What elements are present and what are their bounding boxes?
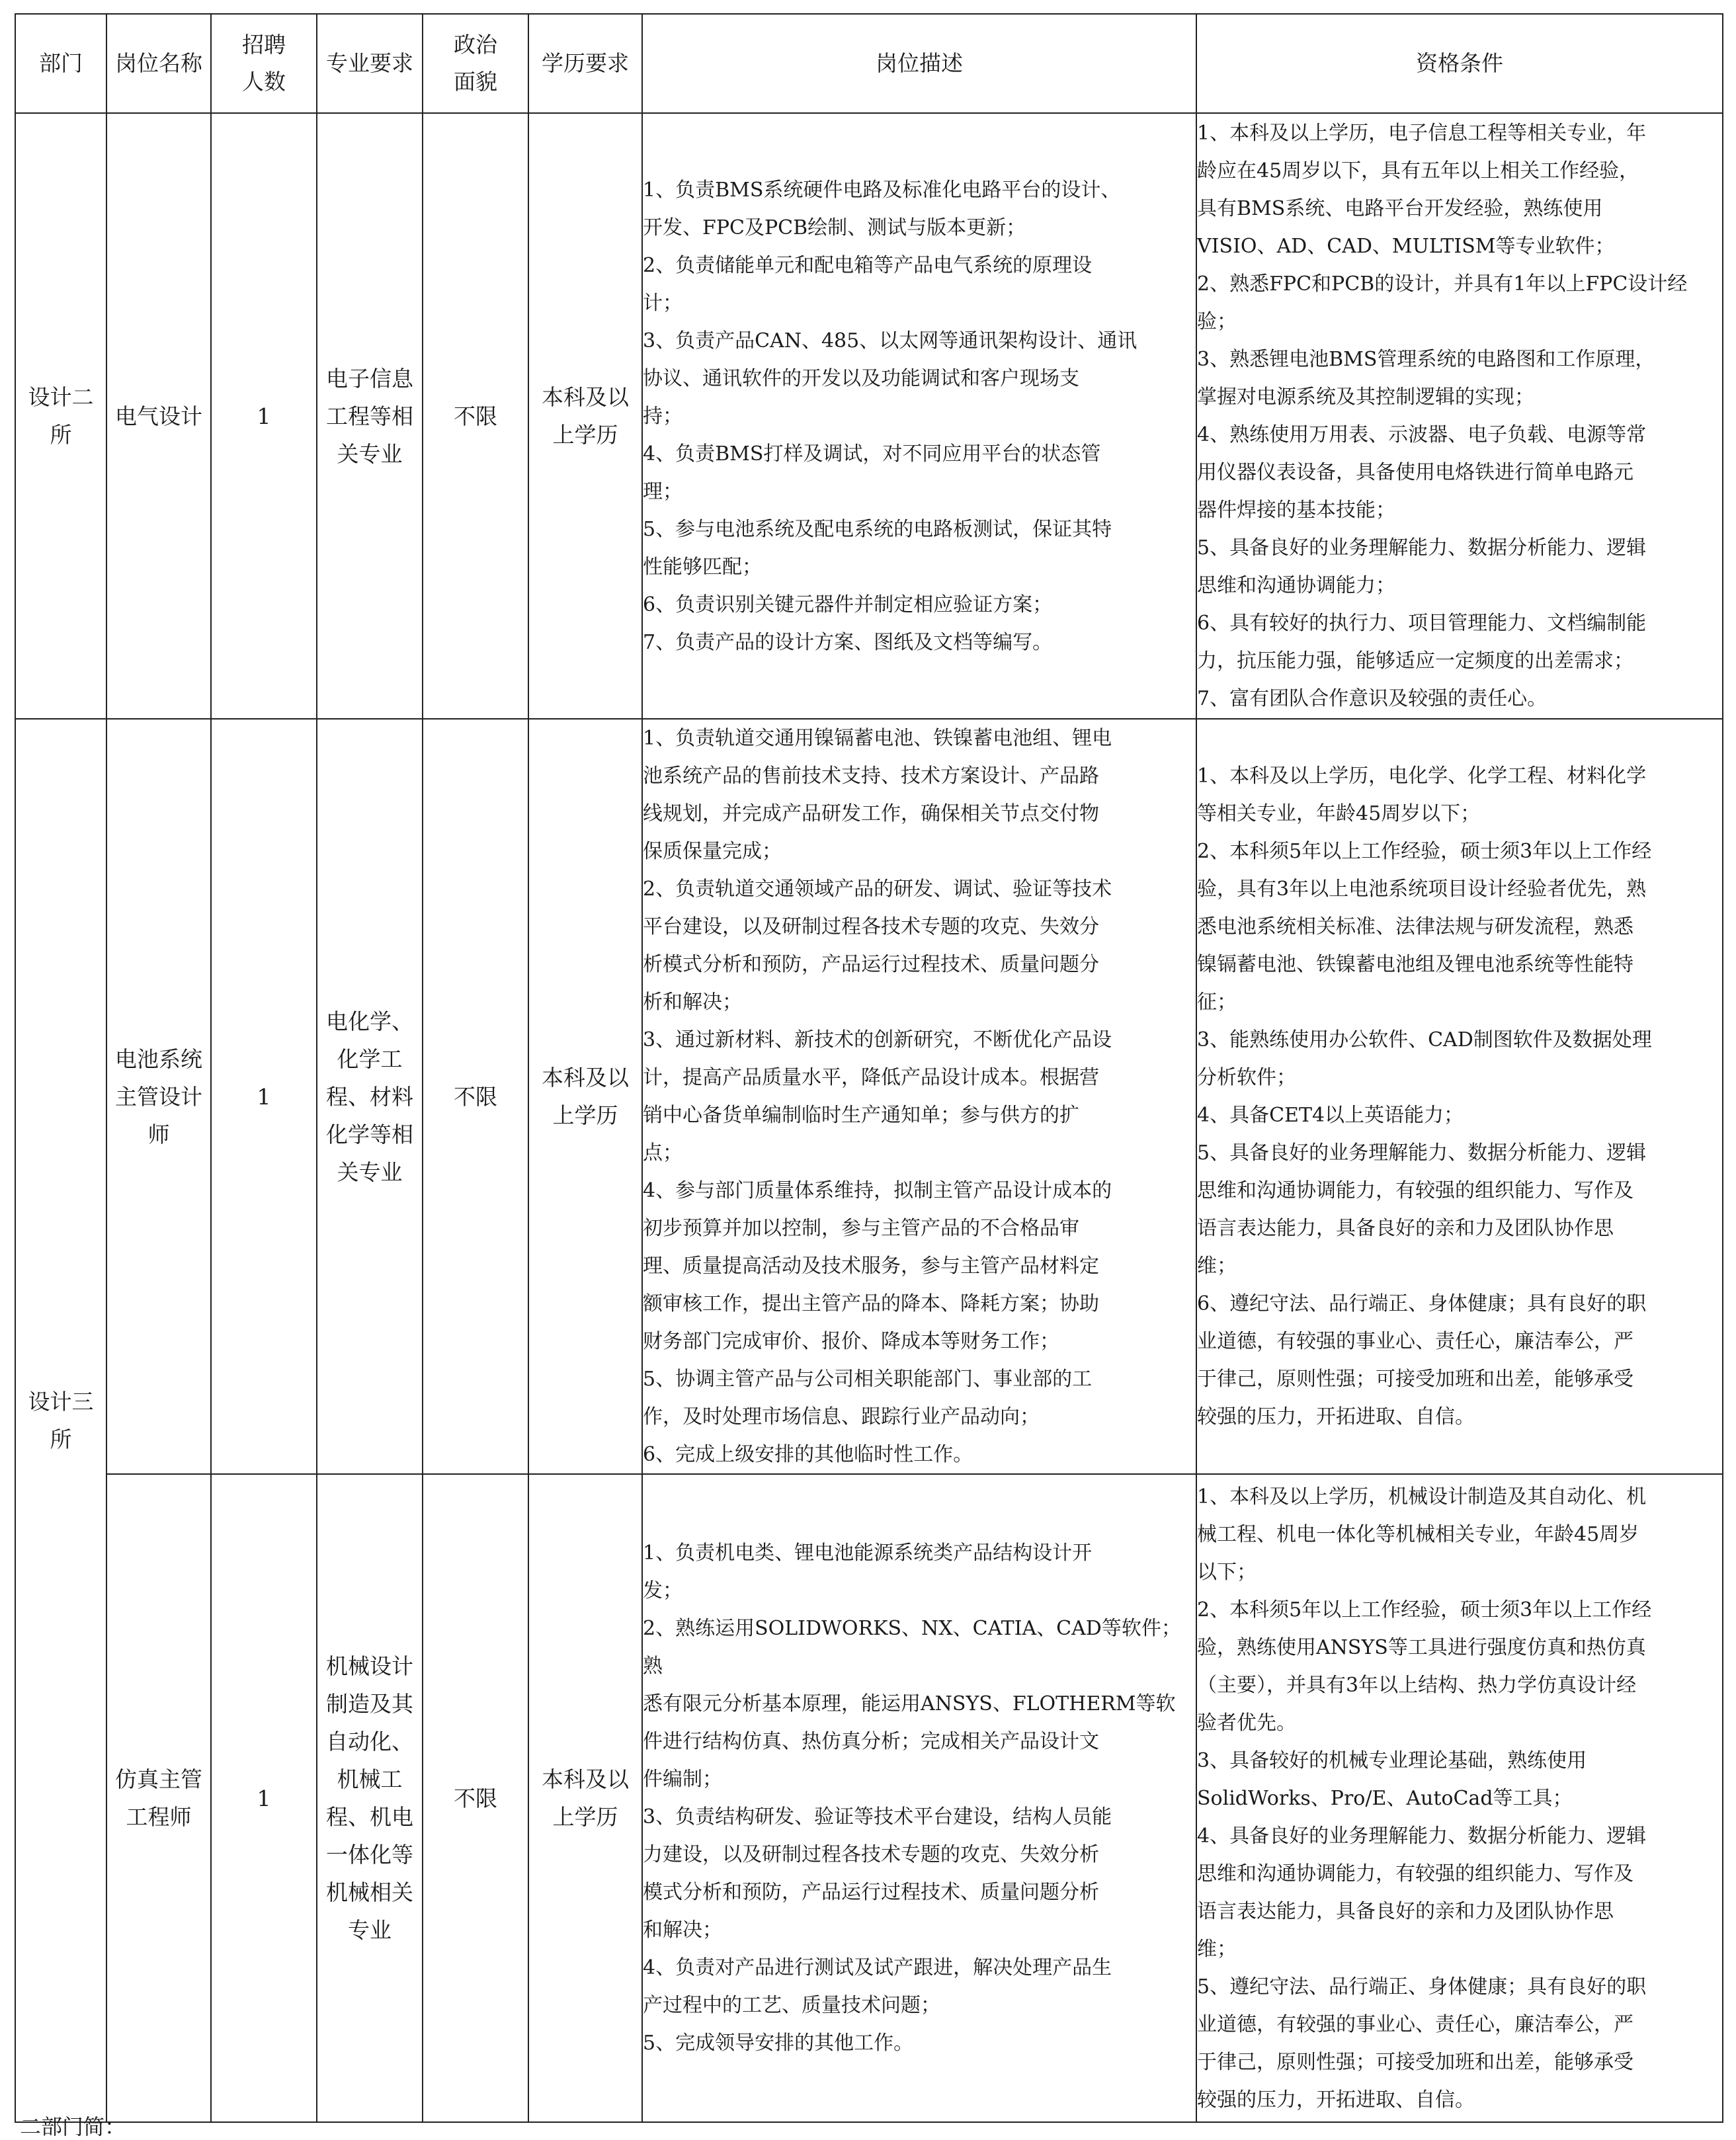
footer-note: 二部门简： (20, 2114, 126, 2139)
text-line: 验，熟练使用ANSYS等工具进行强度仿真和热仿真 (1197, 1635, 1646, 1659)
major-cell: 电化学、 化学工 程、材料 化学等相 关专业 (317, 719, 423, 1474)
header-education: 学历要求 (528, 14, 642, 113)
header-major: 专业要求 (317, 14, 423, 113)
text-line: 点； (643, 1141, 682, 1165)
text-line: 业道德，有较强的事业心、责任心，廉洁奉公，严 (1197, 2012, 1633, 2036)
text-line: 5、具备良好的业务理解能力、数据分析能力、逻辑 (1197, 1141, 1647, 1165)
dept-cell: 设计二 所 (15, 113, 106, 719)
qualification-cell (1196, 113, 1723, 719)
text-line: 思维和沟通协调能力； (1197, 574, 1395, 597)
text-line: 掌握对电源系统及其控制逻辑的实现； (1197, 386, 1534, 409)
text-line: 悉电池系统相关标准、法律法规与研发流程，熟悉 (1197, 915, 1633, 938)
text-line: 语言表达能力，具备良好的亲和力及团队协作思 (1197, 1899, 1614, 1923)
text-line: 维； (1197, 1255, 1237, 1278)
text-line: 维； (1197, 1937, 1237, 1961)
header-description: 岗位描述 (642, 14, 1196, 113)
text-line: 于律己，原则性强；可接受加班和出差，能够承受 (1197, 1368, 1633, 1391)
text-line: 龄应在45周岁以下，具有五年以上相关工作经验， (1197, 159, 1639, 183)
text-line: 6、负责识别关键元器件并制定相应验证方案； (643, 593, 1053, 616)
count-cell: 1 (211, 1474, 317, 2122)
major-cell: 电子信息 工程等相 关专业 (317, 113, 423, 719)
text-line: 财务部门完成审价、报价、降成本等财务工作； (643, 1330, 1059, 1353)
position-cell: 电气设计 (106, 113, 211, 719)
header-row (15, 14, 1723, 113)
dept-cell: 设计三 所 (15, 719, 106, 2122)
text-line: 验，具有3年以上电池系统项目设计经验者优先，熟 (1197, 878, 1647, 901)
text-line: 4、熟练使用万用表、示波器、电子负载、电源等常 (1197, 423, 1647, 446)
text-line: 语言表达能力，具备良好的亲和力及团队协作思 (1197, 1217, 1614, 1240)
text-line: 4、负责BMS打样及调试，对不同应用平台的状态管 (643, 442, 1101, 466)
description-cell (642, 1474, 1196, 2122)
text-line: 销中心备货单编制临时生产通知单；参与供方的扩 (643, 1104, 1079, 1127)
text-line: 和解决； (643, 1918, 722, 1942)
text-line: 用仪器仪表设备，具备使用电烙铁进行简单电路元 (1197, 461, 1633, 484)
table-row (15, 113, 1723, 719)
text-line: 理、质量提高活动及技术服务，参与主管产品材料定 (643, 1255, 1099, 1278)
text-line: 5、完成领导安排的其他工作。 (643, 2032, 914, 2055)
text-line: 件进行结构仿真、热仿真分析；完成相关产品设计文 (643, 1730, 1099, 1753)
text-line: 1、负责BMS系统硬件电路及标准化电路平台的设计、 (643, 178, 1121, 202)
count-cell: 1 (211, 719, 317, 1474)
text-line: 械工程、机电一体化等机械相关专业，年龄45周岁 (1197, 1522, 1639, 1546)
qualification-cell (1196, 1474, 1723, 2122)
text-line: 5、具备良好的业务理解能力、数据分析能力、逻辑 (1197, 536, 1647, 559)
recruitment-table (15, 13, 1723, 2123)
text-line: 持； (643, 404, 682, 428)
description-cell (642, 719, 1196, 1474)
table-row (15, 719, 1723, 1474)
text-line: 3、熟悉锂电池BMS管理系统的电路图和工作原理， (1197, 348, 1655, 371)
text-line: 较强的压力，开拓进取、自信。 (1197, 2088, 1475, 2112)
text-line: 2、本科须5年以上工作经验，硕士须3年以上工作经 (1197, 1598, 1652, 1622)
position-cell: 仿真主管 工程师 (106, 1474, 211, 2122)
major-cell: 机械设计 制造及其 自动化、 机械工 程、机电 一体化等 机械相关 专业 (317, 1474, 423, 2122)
position-cell: 电池系统 主管设计 师 (106, 719, 211, 1474)
text-line: 分析软件； (1197, 1066, 1296, 1089)
qualification-cell (1196, 719, 1723, 1474)
text-line: 以下； (1197, 1560, 1257, 1584)
text-line: 5、遵纪守法、品行端正、身体健康；具有良好的职 (1197, 1975, 1647, 1998)
header-count: 招聘 人数 (211, 14, 317, 113)
text-line: 力建设，以及研制过程各技术专题的攻克、失效分析 (643, 1843, 1099, 1866)
description-cell (642, 113, 1196, 719)
text-line: VISIO、AD、CAD、MULTISM等专业软件； (1197, 235, 1615, 258)
text-line: 4、负责对产品进行测试及试产跟进，解决处理产品生 (643, 1956, 1112, 1979)
text-line: 悉有限元分析基本原理，能运用ANSYS、FLOTHERM等软 (643, 1692, 1176, 1715)
text-line: 线规划，并完成产品研发工作，确保相关节点交付物 (643, 802, 1099, 825)
text-line: 5、协调主管产品与公司相关职能部门、事业部的工 (643, 1368, 1093, 1391)
text-line: 计； (643, 291, 682, 315)
political-cell: 不限 (423, 719, 528, 1474)
political-cell: 不限 (423, 113, 528, 719)
text-line: 3、能熟练使用办公软件、CAD制图软件及数据处理 (1197, 1028, 1652, 1051)
text-line: 于律己，原则性强；可接受加班和出差，能够承受 (1197, 2050, 1633, 2074)
text-line: 6、遵纪守法、品行端正、身体健康；具有良好的职 (1197, 1292, 1647, 1315)
text-line: 2、本科须5年以上工作经验，硕士须3年以上工作经 (1197, 840, 1652, 863)
text-line: 具有BMS系统、电路平台开发经验，熟练使用 (1197, 197, 1603, 220)
text-line: 3、具备较好的机械专业理论基础，熟练使用 (1197, 1749, 1587, 1772)
text-line: 性能够匹配； (643, 555, 762, 579)
text-line: 额审核工作，提出主管产品的降本、降耗方案；协助 (643, 1292, 1099, 1315)
political-cell: 不限 (423, 1474, 528, 2122)
text-line: 4、参与部门质量体系维持，拟制主管产品设计成本的 (643, 1179, 1112, 1202)
text-line: 3、通过新材料、新技术的创新研究，不断优化产品设 (643, 1028, 1112, 1051)
table-row (15, 1474, 1723, 2122)
text-line: （主要），并具有3年以上结构、热力学仿真设计经 (1197, 1673, 1637, 1697)
text-line: 产过程中的工艺、质量技术问题； (643, 1994, 940, 2017)
text-line: 较强的压力，开拓进取、自信。 (1197, 1405, 1475, 1428)
text-line: 析和解决； (643, 991, 742, 1014)
text-line: 镍镉蓄电池、铁镍蓄电池组及锂电池系统等性能特 (1197, 953, 1633, 976)
header-political: 政治 面貌 (423, 14, 528, 113)
text-line: 等相关专业，年龄45周岁以下； (1197, 802, 1481, 825)
text-line: 平台建设，以及研制过程各技术专题的攻克、失效分 (643, 915, 1099, 938)
header-dept: 部门 (15, 14, 106, 113)
text-line: 业道德，有较强的事业心、责任心，廉洁奉公，严 (1197, 1330, 1633, 1353)
text-line: 4、具备良好的业务理解能力、数据分析能力、逻辑 (1197, 1824, 1647, 1848)
education-cell: 本科及以 上学历 (528, 113, 642, 719)
text-line: 初步预算并加以控制，参与主管产品的不合格品审 (643, 1217, 1079, 1240)
text-line: 思维和沟通协调能力，有较强的组织能力、写作及 (1197, 1179, 1633, 1202)
text-line: 件编制； (643, 1768, 722, 1791)
text-line: 1、本科及以上学历，电化学、化学工程、材料化学 (1197, 764, 1647, 788)
text-line: 7、富有团队合作意识及较强的责任心。 (1197, 687, 1548, 710)
text-line: 1、负责机电类、锂电池能源系统类产品结构设计开 (643, 1542, 1093, 1565)
text-line: 1、本科及以上学历，电子信息工程等相关专业，年 (1197, 122, 1647, 145)
text-line: 器件焊接的基本技能； (1197, 499, 1395, 522)
text-line: 4、具备CET4以上英语能力； (1197, 1104, 1464, 1127)
text-line: 2、熟练运用SOLIDWORKS、NX、CATIA、CAD等软件；熟 (643, 1617, 1181, 1678)
text-line: 计，提高产品质量水平，降低产品设计成本。根据营 (643, 1066, 1099, 1089)
text-line: 模式分析和预防，产品运行过程技术、质量问题分析 (643, 1881, 1099, 1904)
text-line: 征； (1197, 991, 1237, 1014)
text-line: 保质保量完成； (643, 840, 782, 863)
text-line: 思维和沟通协调能力，有较强的组织能力、写作及 (1197, 1862, 1633, 1885)
text-line: 作，及时处理市场信息、跟踪行业产品动向； (643, 1405, 1040, 1428)
text-line: 开发、FPC及PCB绘制、测试与版本更新； (643, 216, 1026, 239)
education-cell: 本科及以 上学历 (528, 1474, 642, 2122)
text-line: 1、本科及以上学历，机械设计制造及其自动化、机 (1197, 1485, 1647, 1508)
text-line: 3、负责产品CAN、485、以太网等通讯架构设计、通讯 (643, 329, 1137, 352)
text-line: 协议、通讯软件的开发以及功能调试和客户现场支 (643, 366, 1079, 390)
text-line: 1、负责轨道交通用镍镉蓄电池、铁镍蓄电池组、锂电 (643, 727, 1112, 750)
text-line: 验者优先。 (1197, 1711, 1296, 1735)
text-line: 7、负责产品的设计方案、图纸及文档等编写。 (643, 630, 1053, 654)
text-line: 力，抗压能力强，能够适应一定频度的出差需求； (1197, 649, 1633, 673)
text-line: 6、具有较好的执行力、项目管理能力、文档编制能 (1197, 612, 1647, 635)
education-cell: 本科及以 上学历 (528, 719, 642, 1474)
text-line: SolidWorks、Pro/E、AutoCad等工具； (1197, 1786, 1573, 1810)
text-line: 发； (643, 1579, 682, 1602)
count-cell: 1 (211, 113, 317, 719)
text-line: 5、参与电池系统及配电系统的电路板测试，保证其特 (643, 517, 1112, 541)
text-line: 析模式分析和预防，产品运行过程技术、质量问题分 (643, 953, 1099, 976)
text-line: 2、负责储能单元和配电箱等产品电气系统的原理设 (643, 253, 1093, 277)
text-line: 2、熟悉FPC和PCB的设计，并具有1年以上FPC设计经 (1197, 272, 1688, 296)
text-line: 验； (1197, 310, 1237, 333)
text-line: 3、负责结构研发、验证等技术平台建设，结构人员能 (643, 1805, 1112, 1829)
text-line: 理； (643, 479, 682, 503)
header-qualification: 资格条件 (1196, 14, 1723, 113)
text-line: 6、完成上级安排的其他临时性工作。 (643, 1443, 973, 1466)
header-position: 岗位名称 (106, 14, 211, 113)
text-line: 2、负责轨道交通领域产品的研发、调试、验证等技术 (643, 878, 1112, 901)
text-line: 池系统产品的售前技术支持、技术方案设计、产品路 (643, 764, 1099, 788)
